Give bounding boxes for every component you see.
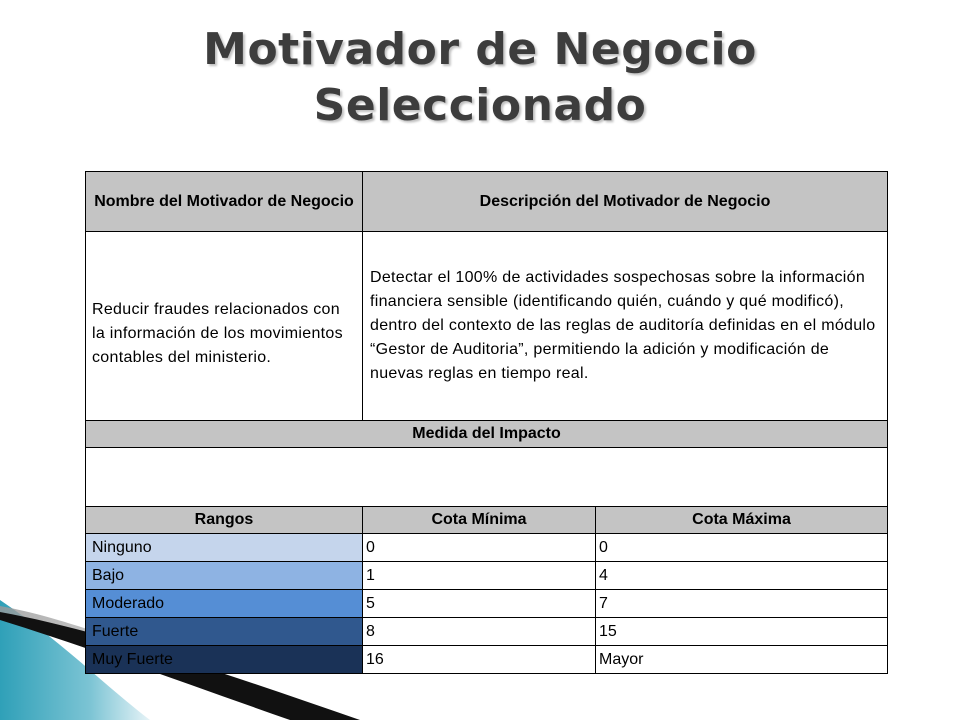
slide-title-line1: Motivador de Negocio xyxy=(203,24,757,75)
range-min-cell: 16 xyxy=(363,646,596,674)
max-header-cell: Cota Máxima xyxy=(596,507,888,534)
range-name-cell: Ninguno xyxy=(86,534,363,562)
ranges-header-cell: Rangos xyxy=(86,507,363,534)
motivator-name-cell: Reducir fraudes relacionados con la información de los movimientos contables del ministerio. xyxy=(86,232,363,421)
slide-title-line2: Seleccionado xyxy=(313,80,647,131)
motivator-row xyxy=(86,232,888,421)
motivator-description-cell: Detectar el 100% de actividades sospechosas sobre la información financiera sensible (identificando quién, cuándo y qué modificó), dentro del contexto de las reglas de auditoría definidas en el módulo “Gestor de Auditoria”, permitiendo la adición y modificación de nuevas reglas en tiempo real. xyxy=(363,232,888,421)
header-row xyxy=(86,172,888,232)
slide-title xyxy=(0,22,960,134)
min-header-cell: Cota Mínima xyxy=(363,507,596,534)
motivator-table xyxy=(85,171,888,674)
table-row xyxy=(86,534,888,562)
table-row xyxy=(86,590,888,618)
impact-header-row xyxy=(86,421,888,448)
header-description-cell: Descripción del Motivador de Negocio xyxy=(363,172,888,232)
range-min-cell: 8 xyxy=(363,618,596,646)
range-max-cell: 7 xyxy=(596,590,888,618)
range-name-cell: Fuerte xyxy=(86,618,363,646)
blank-cell xyxy=(86,448,888,507)
range-min-cell: 1 xyxy=(363,562,596,590)
ranges-header-row xyxy=(86,507,888,534)
table-row xyxy=(86,618,888,646)
header-name-cell: Nombre del Motivador de Negocio xyxy=(86,172,363,232)
table-row xyxy=(86,562,888,590)
range-max-cell: 0 xyxy=(596,534,888,562)
range-name-cell: Muy Fuerte xyxy=(86,646,363,674)
range-max-cell: Mayor xyxy=(596,646,888,674)
table-row xyxy=(86,646,888,674)
range-max-cell: 4 xyxy=(596,562,888,590)
range-max-cell: 15 xyxy=(596,618,888,646)
range-min-cell: 5 xyxy=(363,590,596,618)
range-min-cell: 0 xyxy=(363,534,596,562)
range-name-cell: Moderado xyxy=(86,590,363,618)
impact-title-cell: Medida del Impacto xyxy=(86,421,888,448)
blank-row xyxy=(86,448,888,507)
range-name-cell: Bajo xyxy=(86,562,363,590)
